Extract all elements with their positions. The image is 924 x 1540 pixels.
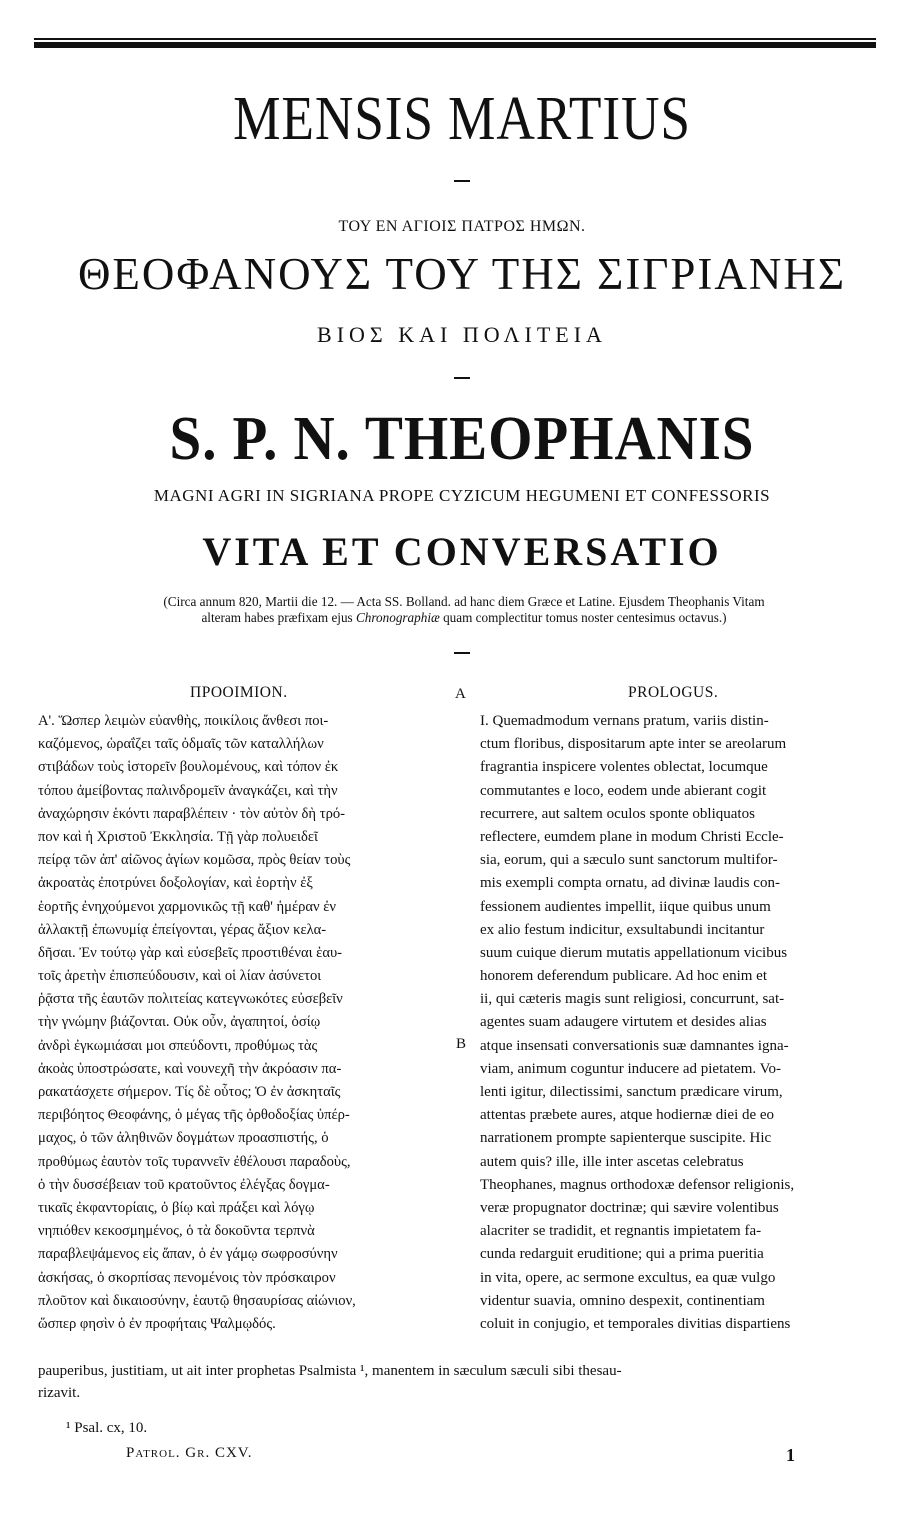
text-line: ὥσπερ φησὶν ὁ ἐν προφήταις Ψαλμῳδός. <box>38 1315 276 1332</box>
footnote: ¹ Psal. cx, 10. <box>66 1420 148 1436</box>
text-line: ἑορτῆς ἐνηχούμενοι χαρμονικῶς τῇ καθ' ἡμέραν ἐν <box>38 898 336 915</box>
text-line: στιβάδων τοὺς ἱστορεῖν βουλομένους, καὶ τόπον ἐκ <box>38 759 339 776</box>
text-line: attentas præbete aures, atque hodiernæ diei de eo <box>480 1107 775 1124</box>
running-head-text: Patrol. Gr. CXV. <box>126 1445 253 1461</box>
note-line-2 <box>36 610 892 626</box>
text-line: μαχος, ὁ τῶν ἀληθινῶν δογμάτων προασπιστής, ὁ <box>38 1130 329 1147</box>
text-line: lenti igitur, dilectissimi, sanctum prædicare virum, <box>480 1084 783 1100</box>
full-width-text <box>38 1360 892 1404</box>
text-line: ctum floribus, dispositarum apte inter se areolarum <box>480 736 787 753</box>
text-line: narrationem prompte sapienterque suscipite. Hic <box>480 1130 772 1147</box>
text-line: suum cuique dierum mutatis appellationum vicibus <box>480 944 788 961</box>
text-line: πον καὶ ἡ Χριστοῦ Ἐκκλησία. Τῇ γὰρ πολυειδεῖ <box>38 828 318 845</box>
text-line: rizavit. <box>38 1385 81 1401</box>
text-line: viam, animum coguntur inducere ad pietatem. Vo- <box>480 1060 782 1077</box>
text-line: pauperibus, justitiam, ut ait inter prophetas Psalmista ¹, manentem in sæculum sæculi sibi thesau- <box>38 1363 622 1379</box>
text-line: ἀκοὰς ὑποστρώσατε, καὶ νουνεχῆ τὴν ἀκρόασιν πα- <box>38 1060 342 1077</box>
greek-text-column <box>38 710 460 1336</box>
divider-dash <box>454 180 470 182</box>
text-line: τοῖς ἀρετὴν ἐπισπεύδουσιν, καὶ οἱ λίαν ἀσύνετοι <box>38 968 322 985</box>
latin-title: S. P. N. THEOPHANIS <box>169 405 755 473</box>
divider-dash <box>454 652 470 654</box>
latin-title-2: VITA ET CONVERSATIO <box>202 529 722 574</box>
text-line: περιβόητος Θεοφάνης, ὁ μέγας τῆς ὀρθοδοξίας ὑπέρ- <box>38 1107 350 1124</box>
text-line: ἀλλακτῇ ἐπωνυμίᾳ ἐπείγονται, γέρας ἄξιον κελα- <box>38 921 327 938</box>
text-line: ἀσκήσας, ὁ σκορπίσας πενομένοις τὸν πρόσκαιρον <box>38 1269 336 1286</box>
text-line: πλοῦτον καὶ δικαιοσύνην, ἑαυτῷ θησαυρίσας αἰώνιον, <box>38 1292 356 1309</box>
text-line: ii, qui cæteris magis sunt religiosi, concurrunt, sat- <box>480 991 785 1008</box>
text-line: ρακατάσχετε σήμερον. Τίς δὲ οὗτος; Ὁ ἐν ἀσκηταῖς <box>38 1084 341 1100</box>
top-double-rule <box>34 38 876 48</box>
text-line: coluit in conjugio, et temporales divitias dispartiens <box>480 1315 791 1332</box>
text-line: recurrere, aut saltem oculos sponte obliquatos <box>480 805 755 822</box>
editorial-note <box>36 594 892 626</box>
text-line: cunda redarguit eruditione; qui a prima pueritia <box>480 1246 764 1263</box>
note-italic-title: Chronographiæ <box>356 610 440 625</box>
text-line: autem quis? ille, ille inter ascetas celebratus <box>480 1153 744 1170</box>
divider-dash <box>454 377 470 379</box>
latin-subtitle: MAGNI AGRI IN SIGRIANA PROPE CYZICUM HEGUMENI ET CONFESSORIS <box>153 486 771 505</box>
text-line: veræ propugnator doctrinæ; qui sævire volentibus <box>480 1199 779 1216</box>
greek-subtitle-2: ΒΙΟΣ ΚΑΙ ΠΟΛΙΤΕΙΑ <box>317 322 607 347</box>
text-line: ῥᾷστα τῆς ἑαυτῶν πολιτείας κατεγνωκότες εὐσεβεῖν <box>38 991 343 1008</box>
text-line: commutantes e loco, eodem unde abierant cogit <box>480 782 767 799</box>
greek-subtitle: ΤΟΥ ΕΝ ΑΓΙΟΙΣ ΠΑΤΡΟΣ ΗΜΩΝ. <box>338 218 586 235</box>
text-line: πείρᾳ τῶν ἀπ' αἰῶνος ἁγίων κομῶσα, πρὸς θείαν τοὺς <box>38 852 351 869</box>
greek-title: ΘΕΟΦΑΝΟΥΣ ΤΟΥ ΤΗΣ ΣΙΓΡΙΑΝΗΣ <box>77 249 847 299</box>
page-number: 1 <box>786 1445 795 1465</box>
text-line: ἀνδρὶ ἐγκωμιάσαι μοι σπεύδοντι, προθύμως τὰς <box>38 1037 318 1054</box>
text-line: τὴν γνώμην βιάζονται. Οὐκ οὖν, ἀγαπητοί, ὁσίῳ <box>38 1014 321 1031</box>
text-line: ex alio festum indicitur, exsultabundi incitantur <box>480 921 765 938</box>
text-line: δῆσαι. Ἐν τούτῳ γὰρ καὶ εὐσεβεῖς προστιθέναι ἑαυ- <box>38 944 343 961</box>
text-line: in vita, opere, ac sermone excultus, ea quæ vulgo <box>480 1269 776 1286</box>
text-line: τόπου ἀμείβοντας παλινδρομεῖν ἀναγκάζει, καὶ τὴν <box>38 782 338 799</box>
text-line: τικαῖς ἐκφαντορίαις, ὁ βίῳ καὶ πράξει καὶ λόγῳ <box>38 1199 315 1216</box>
text-line: ἀναχώρησιν ἑκόντι παραβλέπειν · τὸν αὐτὸν δὴ τρό- <box>38 805 346 822</box>
text-line: reflectere, eumdem plane in modum Christi Eccle- <box>480 828 784 845</box>
text-line: fragrantia inspicere volentes oblectat, locumque <box>480 759 768 776</box>
text-line: honorem deferendum publicare. Ad hoc enim et <box>480 968 767 985</box>
main-title: MENSIS MARTIUS <box>233 85 691 153</box>
running-head <box>126 1445 252 1462</box>
text-line: ἀκροατὰς ἐποτρύνει δοξολογίαν, καὶ ἑορτὴν ἐξ <box>38 875 313 892</box>
margin-letter-b: B <box>456 1036 467 1052</box>
text-line: atque insensati conversationis suæ damnantes igna- <box>480 1037 789 1054</box>
text-line: I. Quemadmodum vernans pratum, variis distin- <box>480 713 769 729</box>
text-line: παραβλεψάμενος εἰς ἅπαν, ὁ ἐν γάμῳ σωφροσύνην <box>38 1246 338 1263</box>
text-line: fessionem audientes impellit, iique quibus unum <box>480 898 771 915</box>
text-line: sia, eorum, qui a sæculo sunt sanctorum multifor- <box>480 852 778 869</box>
text-line: alacriter se tradidit, et regnantis impietatem fa- <box>480 1223 762 1240</box>
note-text: alteram habes præfixam ejus <box>201 610 356 625</box>
text-line: agentes suam adaugere virtutem et desides alias <box>480 1014 767 1031</box>
latin-text-column <box>480 710 892 1336</box>
text-line: προθύμως ἑαυτὸν τοῖς τυραννεῖν ἐθέλουσι παραδοὺς, <box>38 1153 351 1170</box>
left-column-heading: ΠΡΟΟΙΜΙΟΝ. <box>190 684 288 701</box>
margin-letter-a: A <box>455 686 466 702</box>
text-line: νηπιόθεν κεκοσμημένος, ὁ τὰ δοκοῦντα τερπνὰ <box>38 1223 315 1240</box>
text-line: ὁ τὴν δυσσέβειαν τοῦ κρατοῦντος ἐλέγξας δογμα- <box>38 1176 330 1193</box>
text-line: Theophanes, magnus orthodoxæ defensor religionis, <box>480 1176 795 1193</box>
note-text: quam complectitur tomus noster centesimus octavus.) <box>439 610 727 625</box>
text-line: videntur suavia, omnino despexit, continentiam <box>480 1292 765 1309</box>
text-line: mis exempli compta ornatu, ad divinæ laudis con- <box>480 875 780 892</box>
text-line: Α'. Ὥσπερ λειμὼν εὐανθὴς, ποικίλοις ἄνθεσι πoι- <box>38 713 329 729</box>
text-line: καζόμενος, ὡραΐζει ταῖς ὀδμαῖς τῶν καταλλήλων <box>38 736 324 753</box>
right-column-heading: PROLOGUS. <box>628 684 719 701</box>
note-line-1: (Circa annum 820, Martii die 12. — Acta SS. Bolland. ad hanc diem Græce et Latine. Ejusdem Theophanis Vitam <box>163 594 765 609</box>
